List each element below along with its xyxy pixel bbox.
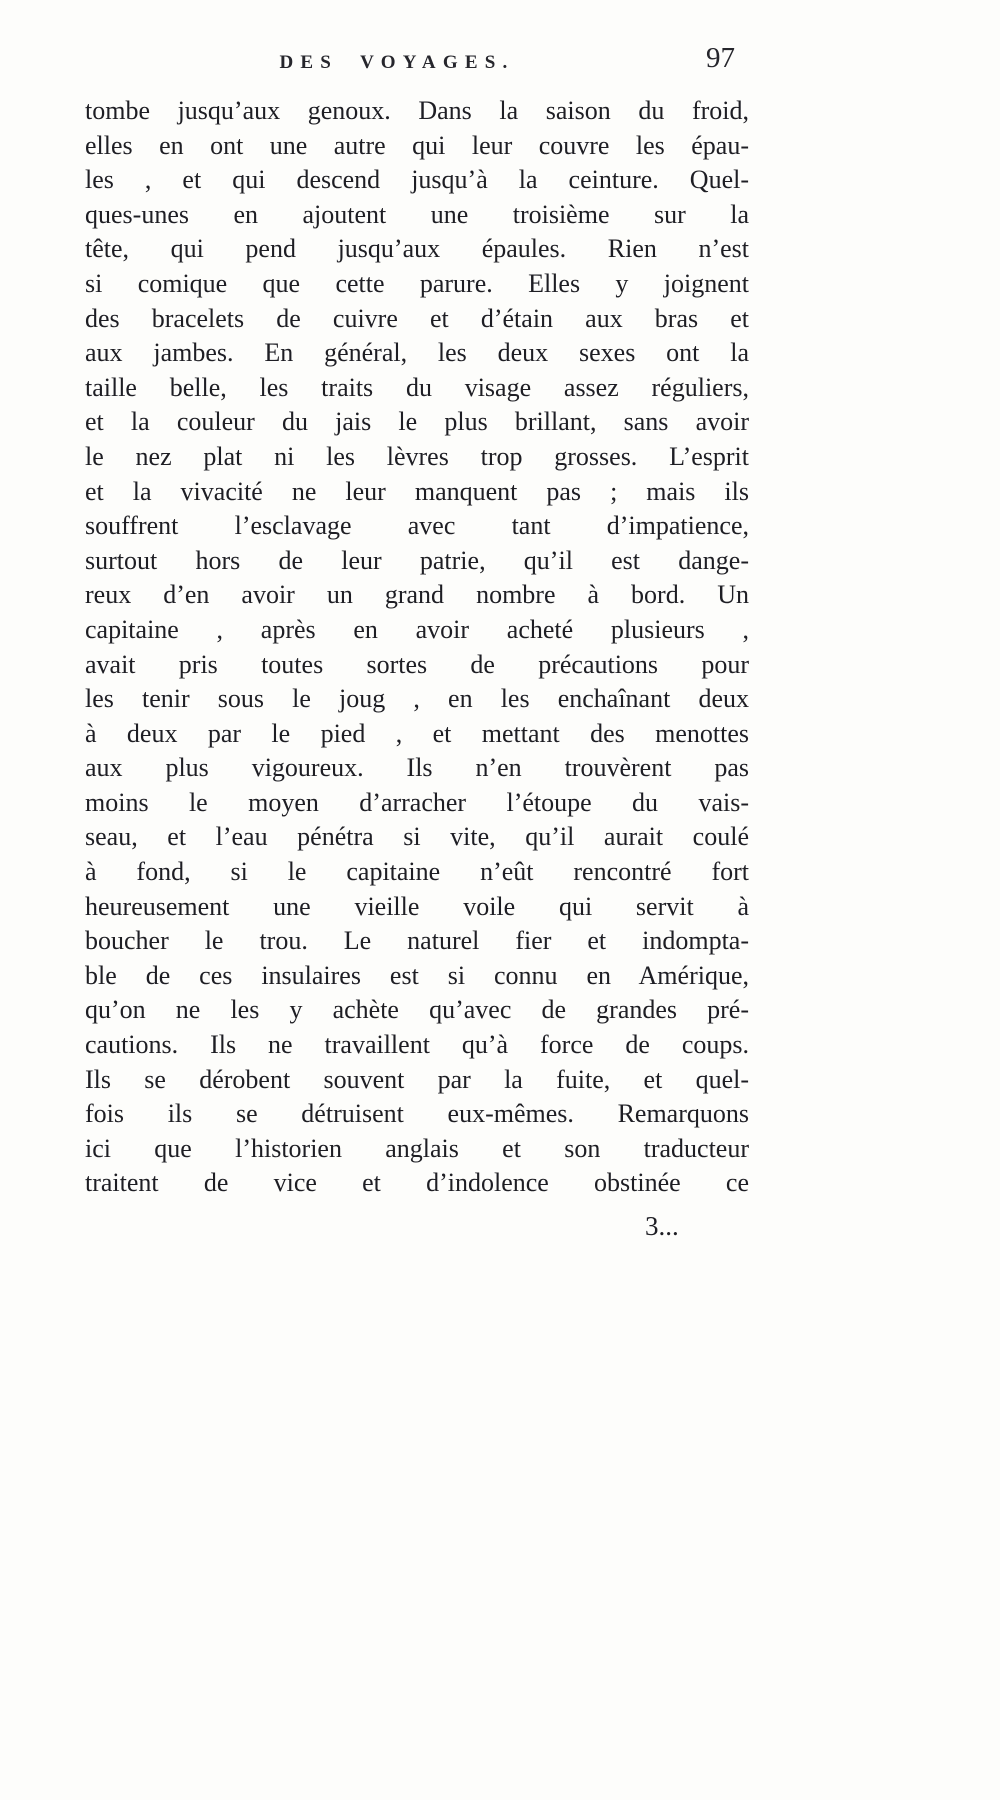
text-line: boucher le trou. Le naturel fier et indompta- <box>85 926 749 956</box>
text-line: souffrent l’esclavage avec tant d’impatience, <box>85 511 749 541</box>
text-line: tombe jusqu’aux genoux. Dans la saison du froid, <box>85 96 749 125</box>
text-line: ble de ces insulaires est si connu en Amérique, <box>85 960 749 990</box>
text-line: capitaine , après en avoir acheté plusieurs , <box>85 614 749 644</box>
text-line: Ils se dérobent souvent par la fuite, et quel- <box>85 1064 749 1094</box>
text-line: ques-unes en ajoutent une troisième sur la <box>85 199 749 229</box>
signature-mark: 3... <box>645 1211 679 1241</box>
text-line: heureusement une vieille voile qui servit à <box>85 891 749 921</box>
text-line: tête, qui pend jusqu’aux épaules. Rien n’est <box>85 234 749 264</box>
text-line: reux d’en avoir un grand nombre à bord. Un <box>85 580 749 610</box>
text-line: surtout hors de leur patrie, qu’il est dange- <box>85 545 749 575</box>
text-line: des bracelets de cuivre et d’étain aux bras et <box>85 303 749 333</box>
text-line: à deux par le pied , et mettant des menottes <box>85 718 749 748</box>
text-line: moins le moyen d’arracher l’étoupe du vais- <box>85 787 749 817</box>
text-line: avait pris toutes sortes de précautions pour <box>85 649 749 679</box>
text-line: fois ils se détruisent eux-mêmes. Remarquons <box>85 1099 749 1129</box>
text-line: qu’on ne les y achète qu’avec de grandes pré- <box>85 995 749 1025</box>
text-line: cautions. Ils ne travaillent qu’à force de coups. <box>85 1030 749 1060</box>
body-text <box>85 94 749 1201</box>
text-line: seau, et l’eau pénétra si vite, qu’il aurait coulé <box>85 822 749 852</box>
text-line: à fond, si le capitaine n’eût rencontré fort <box>85 857 749 887</box>
page-title: DES VOYAGES. <box>279 52 515 73</box>
text-line: aux jambes. En général, les deux sexes ont la <box>85 338 749 368</box>
page-number: 97 <box>706 42 735 74</box>
text-line: ici que l’historien anglais et son traducteur <box>85 1133 749 1163</box>
text-line: et la couleur du jais le plus brillant, sans avoir <box>85 407 749 437</box>
text-line: les , et qui descend jusqu’à la ceinture. Quel- <box>85 165 749 195</box>
text-line: le nez plat ni les lèvres trop grosses. L’esprit <box>85 441 749 471</box>
text-line: si comique que cette parure. Elles y joignent <box>85 268 749 298</box>
text-line: elles en ont une autre qui leur couvre les épau- <box>85 130 749 160</box>
running-head <box>85 42 749 90</box>
text-line: taille belle, les traits du visage assez réguliers, <box>85 372 749 402</box>
text-line: les tenir sous le joug , en les enchaînant deux <box>85 684 749 714</box>
text-line: traitent de vice et d’indolence obstinée ce <box>85 1168 749 1198</box>
text-line: aux plus vigoureux. Ils n’en trouvèrent pas <box>85 753 749 783</box>
text-line: et la vivacité ne leur manquent pas ; mais ils <box>85 476 749 506</box>
text-block <box>85 42 749 1243</box>
